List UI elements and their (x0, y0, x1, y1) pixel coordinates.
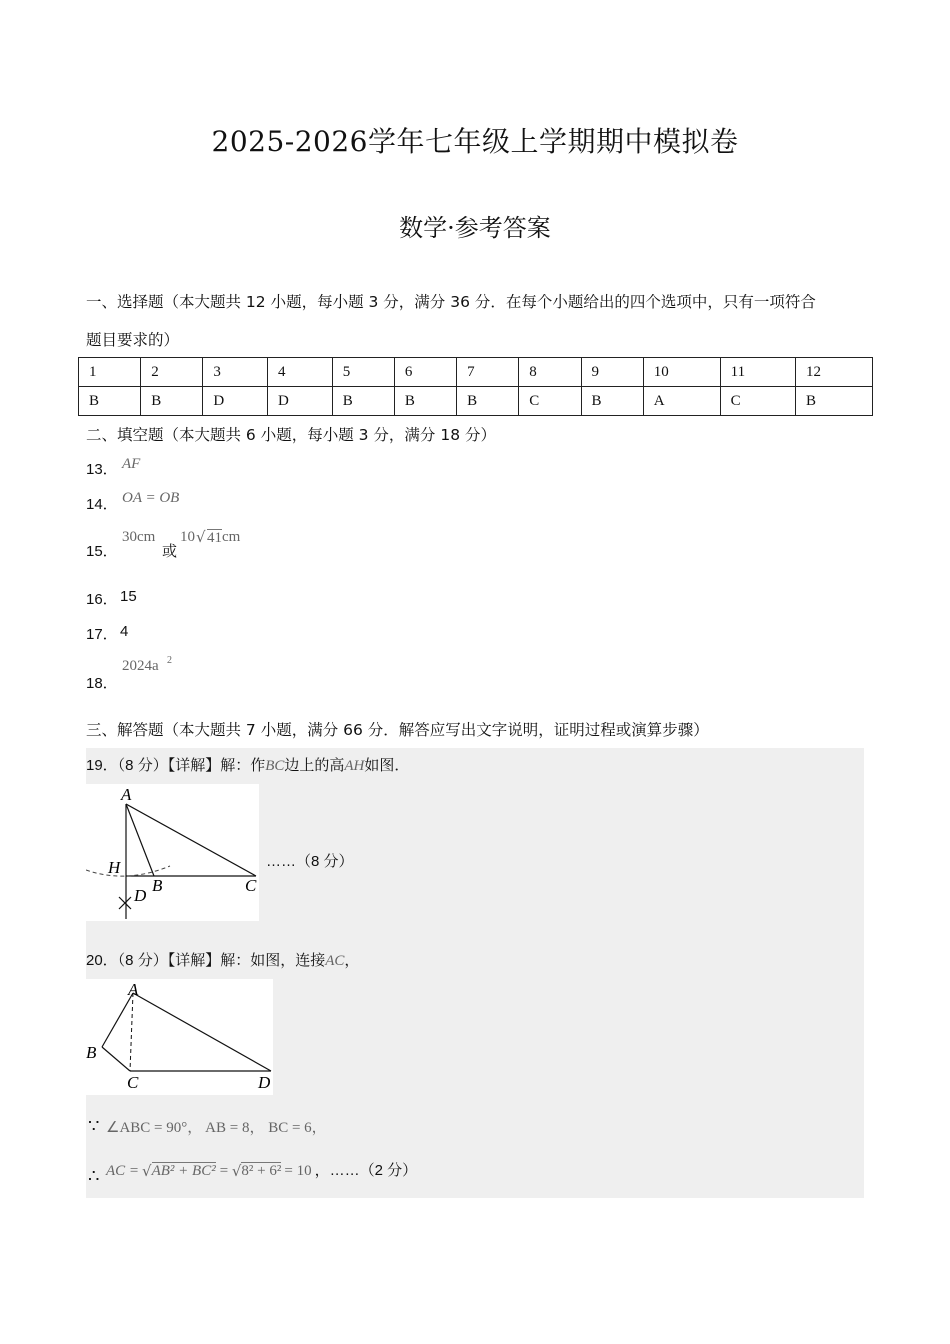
label-b: B (86, 1043, 97, 1062)
section2-heading: 二、填空题（本大题共 6 小题，每小题 3 分，满分 18 分） (86, 426, 497, 444)
table-cell: 4 (268, 358, 333, 387)
table-cell: 8 (519, 358, 581, 387)
q17-answer: 4 (120, 623, 129, 640)
table-cell: B (394, 387, 456, 416)
sqrt-icon: √ (142, 1162, 152, 1180)
q19-head: 19．（8 分）【详解】解：作 (86, 757, 266, 774)
table-cell: B (332, 387, 394, 416)
calc-left: AC = (106, 1163, 140, 1179)
calc-radicand-2: 8² + 6² (241, 1163, 282, 1179)
q15-unit: cm (222, 529, 241, 545)
q19-tail: 如图． (364, 757, 410, 774)
q20-head: 20．（8 分）【详解】解：如图，连接 (86, 952, 326, 969)
q20-calculation (106, 1156, 417, 1180)
calc-result: = 10 (284, 1163, 312, 1179)
table-cell: D (203, 387, 268, 416)
q20-comma: ， (344, 952, 360, 969)
section1-heading-line1: 一、选择题（本大题共 12 小题，每小题 3 分，满分 36 分．在每个小题给出的四个选项中，只有一项符合 (86, 293, 816, 311)
table-cell: B (141, 387, 203, 416)
label-b: B (152, 876, 163, 895)
label-h: H (108, 858, 121, 877)
sqrt-icon: √ (196, 528, 206, 546)
table-cell: C (519, 387, 581, 416)
table-cell: 10 (643, 358, 720, 387)
q18-answer: 2024a (122, 658, 159, 674)
q19-intro (86, 754, 409, 775)
q13-answer: AF (122, 456, 141, 472)
table-cell: B (581, 387, 643, 416)
q20-quadrilateral-diagram (86, 979, 273, 1095)
q16-answer: 15 (120, 588, 137, 605)
table-cell: B (79, 387, 141, 416)
calc-radicand-1: AB² + BC² (151, 1163, 216, 1179)
q20-score: ，……（2 分） (314, 1162, 418, 1179)
q20-ac: AC (325, 953, 345, 969)
q13-number: 13． (86, 461, 118, 478)
sqrt-icon: √ (231, 1162, 242, 1180)
q18-number: 18． (86, 675, 118, 692)
q19-mid: 边上的高 (284, 757, 345, 774)
table-cell: 12 (795, 358, 872, 387)
calc-equals: = (218, 1163, 229, 1179)
table-cell: 6 (394, 358, 456, 387)
page-subtitle: 数学·参考答案 (399, 214, 551, 242)
q18-exponent: 2 (167, 655, 172, 666)
label-c: C (245, 876, 257, 895)
answer-table-answer-row (79, 387, 873, 416)
page-title: 2025-2026学年七年级上学期期中模拟卷 (211, 125, 739, 158)
table-cell: D (268, 387, 333, 416)
table-cell: C (720, 387, 795, 416)
table-cell: 5 (332, 358, 394, 387)
table-cell: 1 (79, 358, 141, 387)
q16-number: 16． (86, 591, 118, 608)
q19-triangle-diagram (86, 784, 259, 921)
q19-figure (86, 784, 259, 921)
q20-intro (86, 949, 359, 970)
table-cell: 2 (141, 358, 203, 387)
table-cell: B (795, 387, 872, 416)
q15-coefficient: 10 (180, 529, 195, 545)
section1-heading-line2: 题目要求的） (86, 331, 180, 349)
table-cell: A (643, 387, 720, 416)
q20-given: ∠ABC = 90°， AB = 8， BC = 6， (106, 1120, 327, 1136)
q15-or: 或 (162, 543, 178, 560)
answer-table-number-row (79, 358, 873, 387)
q14-answer: OA = OB (122, 490, 180, 506)
q19-bc: BC (265, 758, 285, 774)
table-cell: 7 (457, 358, 519, 387)
label-d: D (134, 886, 147, 905)
label-c: C (127, 1073, 139, 1092)
q17-number: 17． (86, 626, 118, 643)
label-a: A (128, 980, 139, 999)
section3-heading: 三、解答题（本大题共 7 小题，满分 66 分．解答应写出文字说明，证明过程或演算步骤） (86, 721, 709, 739)
q19-ah: AH (344, 758, 365, 774)
label-a: A (121, 785, 132, 804)
q15-number: 15． (86, 543, 118, 560)
q15-radicand: 41 (207, 530, 222, 546)
q15-answer-a: 30cm (122, 529, 156, 545)
answer-table (78, 357, 873, 416)
label-d: D (258, 1073, 271, 1092)
table-cell: B (457, 387, 519, 416)
table-cell: 11 (720, 358, 795, 387)
table-cell: 9 (581, 358, 643, 387)
because-symbol: ∵ (88, 1116, 100, 1136)
table-cell: 3 (203, 358, 268, 387)
q14-number: 14． (86, 496, 118, 513)
q20-figure (86, 979, 273, 1095)
q19-score: ……（8 分） (266, 853, 354, 870)
therefore-symbol: ∴ (88, 1166, 100, 1186)
